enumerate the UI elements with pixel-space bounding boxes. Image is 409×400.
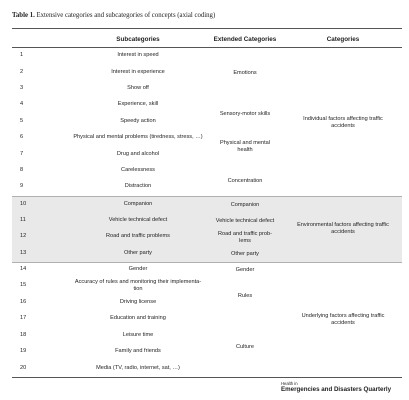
ext-other-party: Other party bbox=[231, 251, 259, 257]
row-subcategory bbox=[70, 299, 206, 306]
cat-underlying-line1: Underlying factors affecting traffic bbox=[301, 313, 385, 319]
row-number: 9 bbox=[20, 183, 24, 189]
row-subcategory bbox=[70, 365, 206, 372]
row-number: 10 bbox=[20, 201, 27, 207]
cat-individual-line2: accidents bbox=[331, 122, 355, 129]
row-number: 11 bbox=[20, 217, 26, 223]
row-number: 7 bbox=[20, 151, 24, 157]
header-extended: Extended Categories bbox=[213, 36, 277, 43]
row-subcategory bbox=[70, 101, 206, 108]
top-rule bbox=[12, 28, 402, 29]
row-number: 13 bbox=[20, 250, 27, 256]
row-subcategory bbox=[70, 348, 206, 355]
row-number: 4 bbox=[20, 101, 24, 107]
ext-physical-mental-line1: Physical and mental bbox=[219, 140, 271, 146]
ext-gender: Gender bbox=[235, 267, 255, 273]
subcategory-text: Family and friends bbox=[115, 348, 161, 354]
ext-road bbox=[206, 231, 284, 244]
subcategory-text: Physical and mental problems (tiredness, stress, …) bbox=[73, 134, 203, 140]
ext-concentration: Concentration bbox=[227, 178, 263, 184]
subcategory-text: Other party bbox=[124, 250, 152, 256]
ext-physical-mental-line2: health bbox=[237, 146, 253, 153]
cat-individual-line1: Individual factors affecting traffic bbox=[303, 116, 383, 122]
subcategory-text: Companion bbox=[123, 201, 153, 207]
row-subcategory bbox=[70, 118, 206, 125]
cat-environmental-line1: Environmental factors affecting traffic bbox=[297, 222, 389, 228]
row-number: 2 bbox=[20, 69, 24, 75]
row-subcategory bbox=[70, 69, 206, 76]
ext-vehicle: Vehicle technical defect bbox=[215, 218, 275, 224]
row-number: 16 bbox=[20, 299, 27, 305]
subcategory-text: Media (TV, radio, internet, sat, …) bbox=[96, 365, 180, 371]
row-number: 6 bbox=[20, 134, 24, 140]
subcategory-text: Interest in experience bbox=[111, 69, 165, 75]
subcategory-text: Driving license bbox=[119, 299, 157, 305]
caption-label: Table 1. bbox=[12, 12, 35, 19]
row-number: 19 bbox=[20, 348, 27, 354]
cat-underlying bbox=[284, 313, 402, 326]
subcategory-text: Speedy action bbox=[120, 118, 156, 124]
header-categories: Categories bbox=[326, 36, 360, 43]
cat-underlying-line2: accidents bbox=[331, 319, 355, 326]
subcategory-text: Show off bbox=[127, 85, 149, 91]
subcategory-text: Education and training bbox=[110, 315, 166, 321]
ext-physical-mental bbox=[206, 140, 284, 153]
header-rule bbox=[12, 47, 402, 48]
row-number: 14 bbox=[20, 266, 27, 272]
ext-rules: Rules bbox=[237, 293, 253, 299]
ext-road-line2: lems bbox=[239, 237, 251, 244]
cat-individual bbox=[284, 116, 402, 129]
subcategory-text: Leisure time bbox=[122, 332, 154, 338]
subcategory-text: Distraction bbox=[124, 183, 152, 189]
row-number: 1 bbox=[20, 52, 24, 58]
header-subcategories: Subcategories bbox=[116, 36, 160, 43]
cat-environmental-line2: accidents bbox=[331, 228, 355, 235]
row-subcategory bbox=[70, 183, 206, 190]
row-subcategory bbox=[70, 201, 206, 208]
row-subcategory bbox=[70, 233, 206, 240]
ext-sensory-motor: Sensory-motor skills bbox=[219, 111, 271, 117]
subcategory-text-cont: tion bbox=[133, 285, 143, 292]
row-subcategory bbox=[70, 266, 206, 273]
logo-line1: Health in bbox=[281, 381, 298, 386]
row-number: 3 bbox=[20, 85, 24, 91]
row-number: 12 bbox=[20, 233, 27, 239]
journal-logo bbox=[281, 381, 401, 393]
row-number: 5 bbox=[20, 118, 24, 124]
group-separator bbox=[12, 262, 402, 263]
row-subcategory bbox=[70, 151, 206, 158]
ext-companion: Companion bbox=[230, 202, 260, 208]
row-subcategory bbox=[70, 217, 206, 224]
row-number: 8 bbox=[20, 167, 24, 173]
row-number: 20 bbox=[20, 365, 27, 371]
subcategory-text: Drug and alcohol bbox=[116, 151, 160, 157]
row-subcategory bbox=[70, 250, 206, 257]
logo-line2: Emergencies and Disasters Quarterly bbox=[281, 386, 392, 393]
row-subcategory bbox=[70, 85, 206, 92]
row-number: 15 bbox=[20, 282, 27, 288]
ext-culture: Culture bbox=[235, 344, 255, 350]
ext-road-line1: Road and traffic prob- bbox=[217, 231, 272, 237]
subcategory-text: Interest in speed bbox=[117, 52, 159, 58]
subcategory-text: Experience, skill bbox=[117, 101, 159, 107]
subcategory-text: Accuracy of rules and monitoring their implementa- bbox=[74, 279, 202, 285]
ext-emotions: Emotions bbox=[233, 70, 257, 76]
row-subcategory bbox=[70, 52, 206, 59]
row-subcategory bbox=[70, 279, 206, 292]
bottom-rule bbox=[12, 377, 402, 378]
row-subcategory bbox=[70, 315, 206, 322]
table-caption bbox=[12, 12, 402, 19]
subcategory-text: Vehicle technical defect bbox=[108, 217, 168, 223]
subcategory-text: Carelessness bbox=[121, 167, 155, 173]
cat-environmental bbox=[284, 222, 402, 235]
caption-text: Extensive categories and subcategories of concepts (axial coding) bbox=[34, 12, 216, 19]
subcategory-text: Gender bbox=[128, 266, 148, 272]
categories-table bbox=[12, 28, 402, 378]
row-number: 17 bbox=[20, 315, 27, 321]
row-subcategory bbox=[70, 134, 206, 141]
group-separator bbox=[12, 196, 402, 197]
subcategory-text: Road and traffic problems bbox=[106, 233, 170, 239]
row-subcategory bbox=[70, 167, 206, 174]
row-number: 18 bbox=[20, 332, 27, 338]
row-subcategory bbox=[70, 332, 206, 339]
